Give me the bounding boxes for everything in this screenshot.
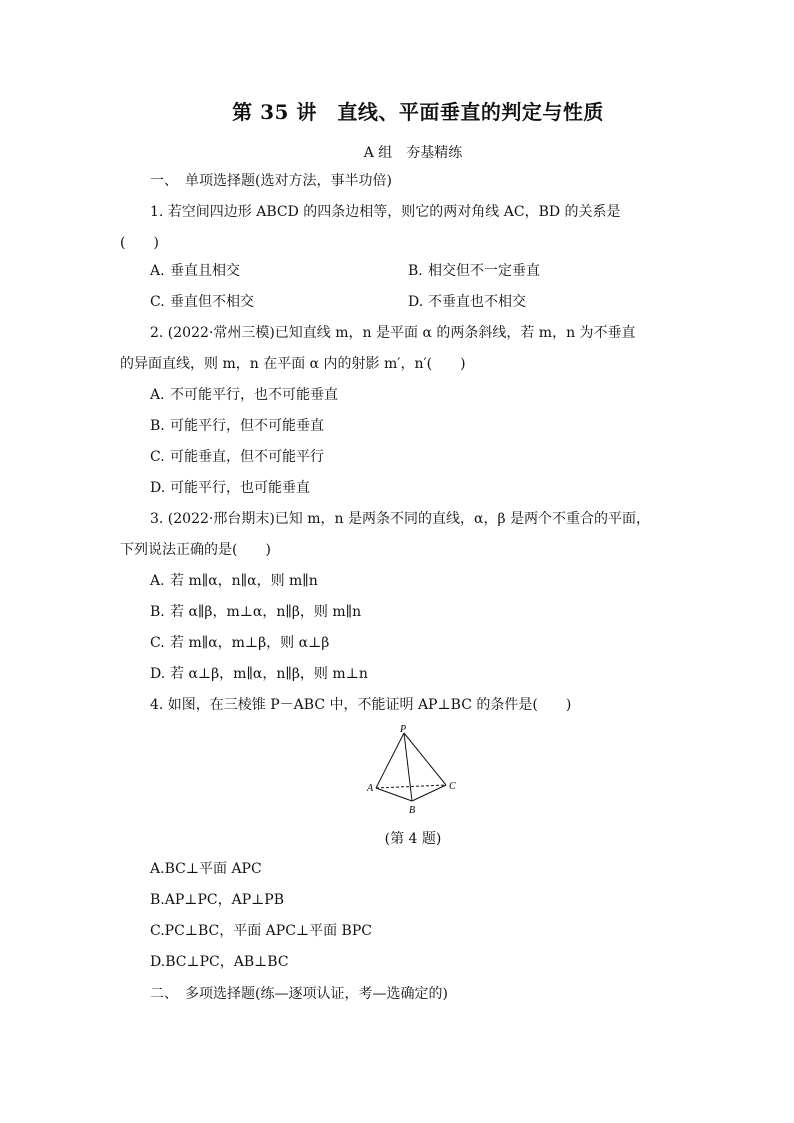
question-4-option-b: B.AP⊥PC，AP⊥PB: [150, 892, 284, 908]
question-2-option-a: A. 不可能平行，也不可能垂直: [150, 387, 338, 403]
vertex-label-p: P: [400, 724, 407, 735]
question-1-option-a: A. 垂直且相交: [150, 263, 240, 279]
question-2-stem-continued: 的异面直线，则 m，n 在平面 α 内的射影 m′，n′( ): [120, 356, 466, 372]
question-1-stem: 1. 若空间四边形 ABCD 的四条边相等，则它的两对角线 AC，BD 的关系是: [150, 204, 621, 220]
edge-ac-hidden: [376, 785, 446, 788]
section-heading-multiple-choice: 二、 多项选择题(练—逐项认证，考—选确定的): [150, 986, 448, 1002]
question-4-option-a: A.BC⊥平面 APC: [150, 861, 262, 877]
question-2-stem: 2. (2022·常州三模)已知直线 m，n 是平面 α 的两条斜线，若 m，n 为不垂直: [150, 325, 636, 341]
page-title: 第 35 讲 直线、平面垂直的判定与性质: [232, 100, 604, 124]
edge-pc: [404, 733, 446, 785]
question-1-option-c: C. 垂直但不相交: [150, 294, 254, 310]
question-4-option-d: D.BC⊥PC，AB⊥BC: [150, 954, 289, 970]
question-3-stem-continued: 下列说法正确的是( ): [120, 542, 271, 558]
tetrahedron-figure: [360, 722, 470, 822]
question-2-option-b: B. 可能平行，但不可能垂直: [150, 418, 324, 434]
question-4-stem: 4. 如图，在三棱锥 P－ABC 中，不能证明 AP⊥BC 的条件是( ): [150, 697, 572, 713]
question-1-option-d: D. 不垂直也不相交: [408, 294, 526, 310]
question-1-option-b: B. 相交但不一定垂直: [408, 263, 540, 279]
vertex-label-c: C: [449, 781, 456, 792]
group-subtitle: A 组 夯基精练: [363, 145, 463, 161]
question-3-stem: 3. (2022·邢台期末)已知 m，n 是两条不同的直线，α，β 是两个不重合的平面，: [150, 511, 650, 527]
question-3-option-c: C. 若 m∥α，m⊥β，则 α⊥β: [150, 635, 330, 651]
question-3-option-b: B. 若 α∥β，m⊥α，n∥β，则 m∥n: [150, 604, 362, 620]
question-1-answer-blank: ( ): [120, 235, 159, 251]
edge-ab: [376, 788, 412, 801]
question-2-option-c: C. 可能垂直，但不可能平行: [150, 449, 324, 465]
figure-caption: (第 4 题): [384, 831, 442, 847]
question-3-option-a: A. 若 m∥α，n∥α，则 m∥n: [150, 573, 318, 589]
question-2-option-d: D. 可能平行，也可能垂直: [150, 480, 310, 496]
edge-pa: [376, 733, 404, 788]
edge-pb: [404, 733, 412, 801]
vertex-label-b: B: [409, 805, 416, 816]
section-heading-single-choice: 一、 单项选择题(选对方法，事半功倍): [150, 173, 392, 189]
question-3-option-d: D. 若 α⊥β，m∥α，n∥β，则 m⊥n: [150, 666, 368, 682]
edge-bc: [412, 785, 446, 801]
question-4-option-c: C.PC⊥BC，平面 APC⊥平面 BPC: [150, 923, 372, 939]
vertex-label-a: A: [367, 783, 374, 794]
